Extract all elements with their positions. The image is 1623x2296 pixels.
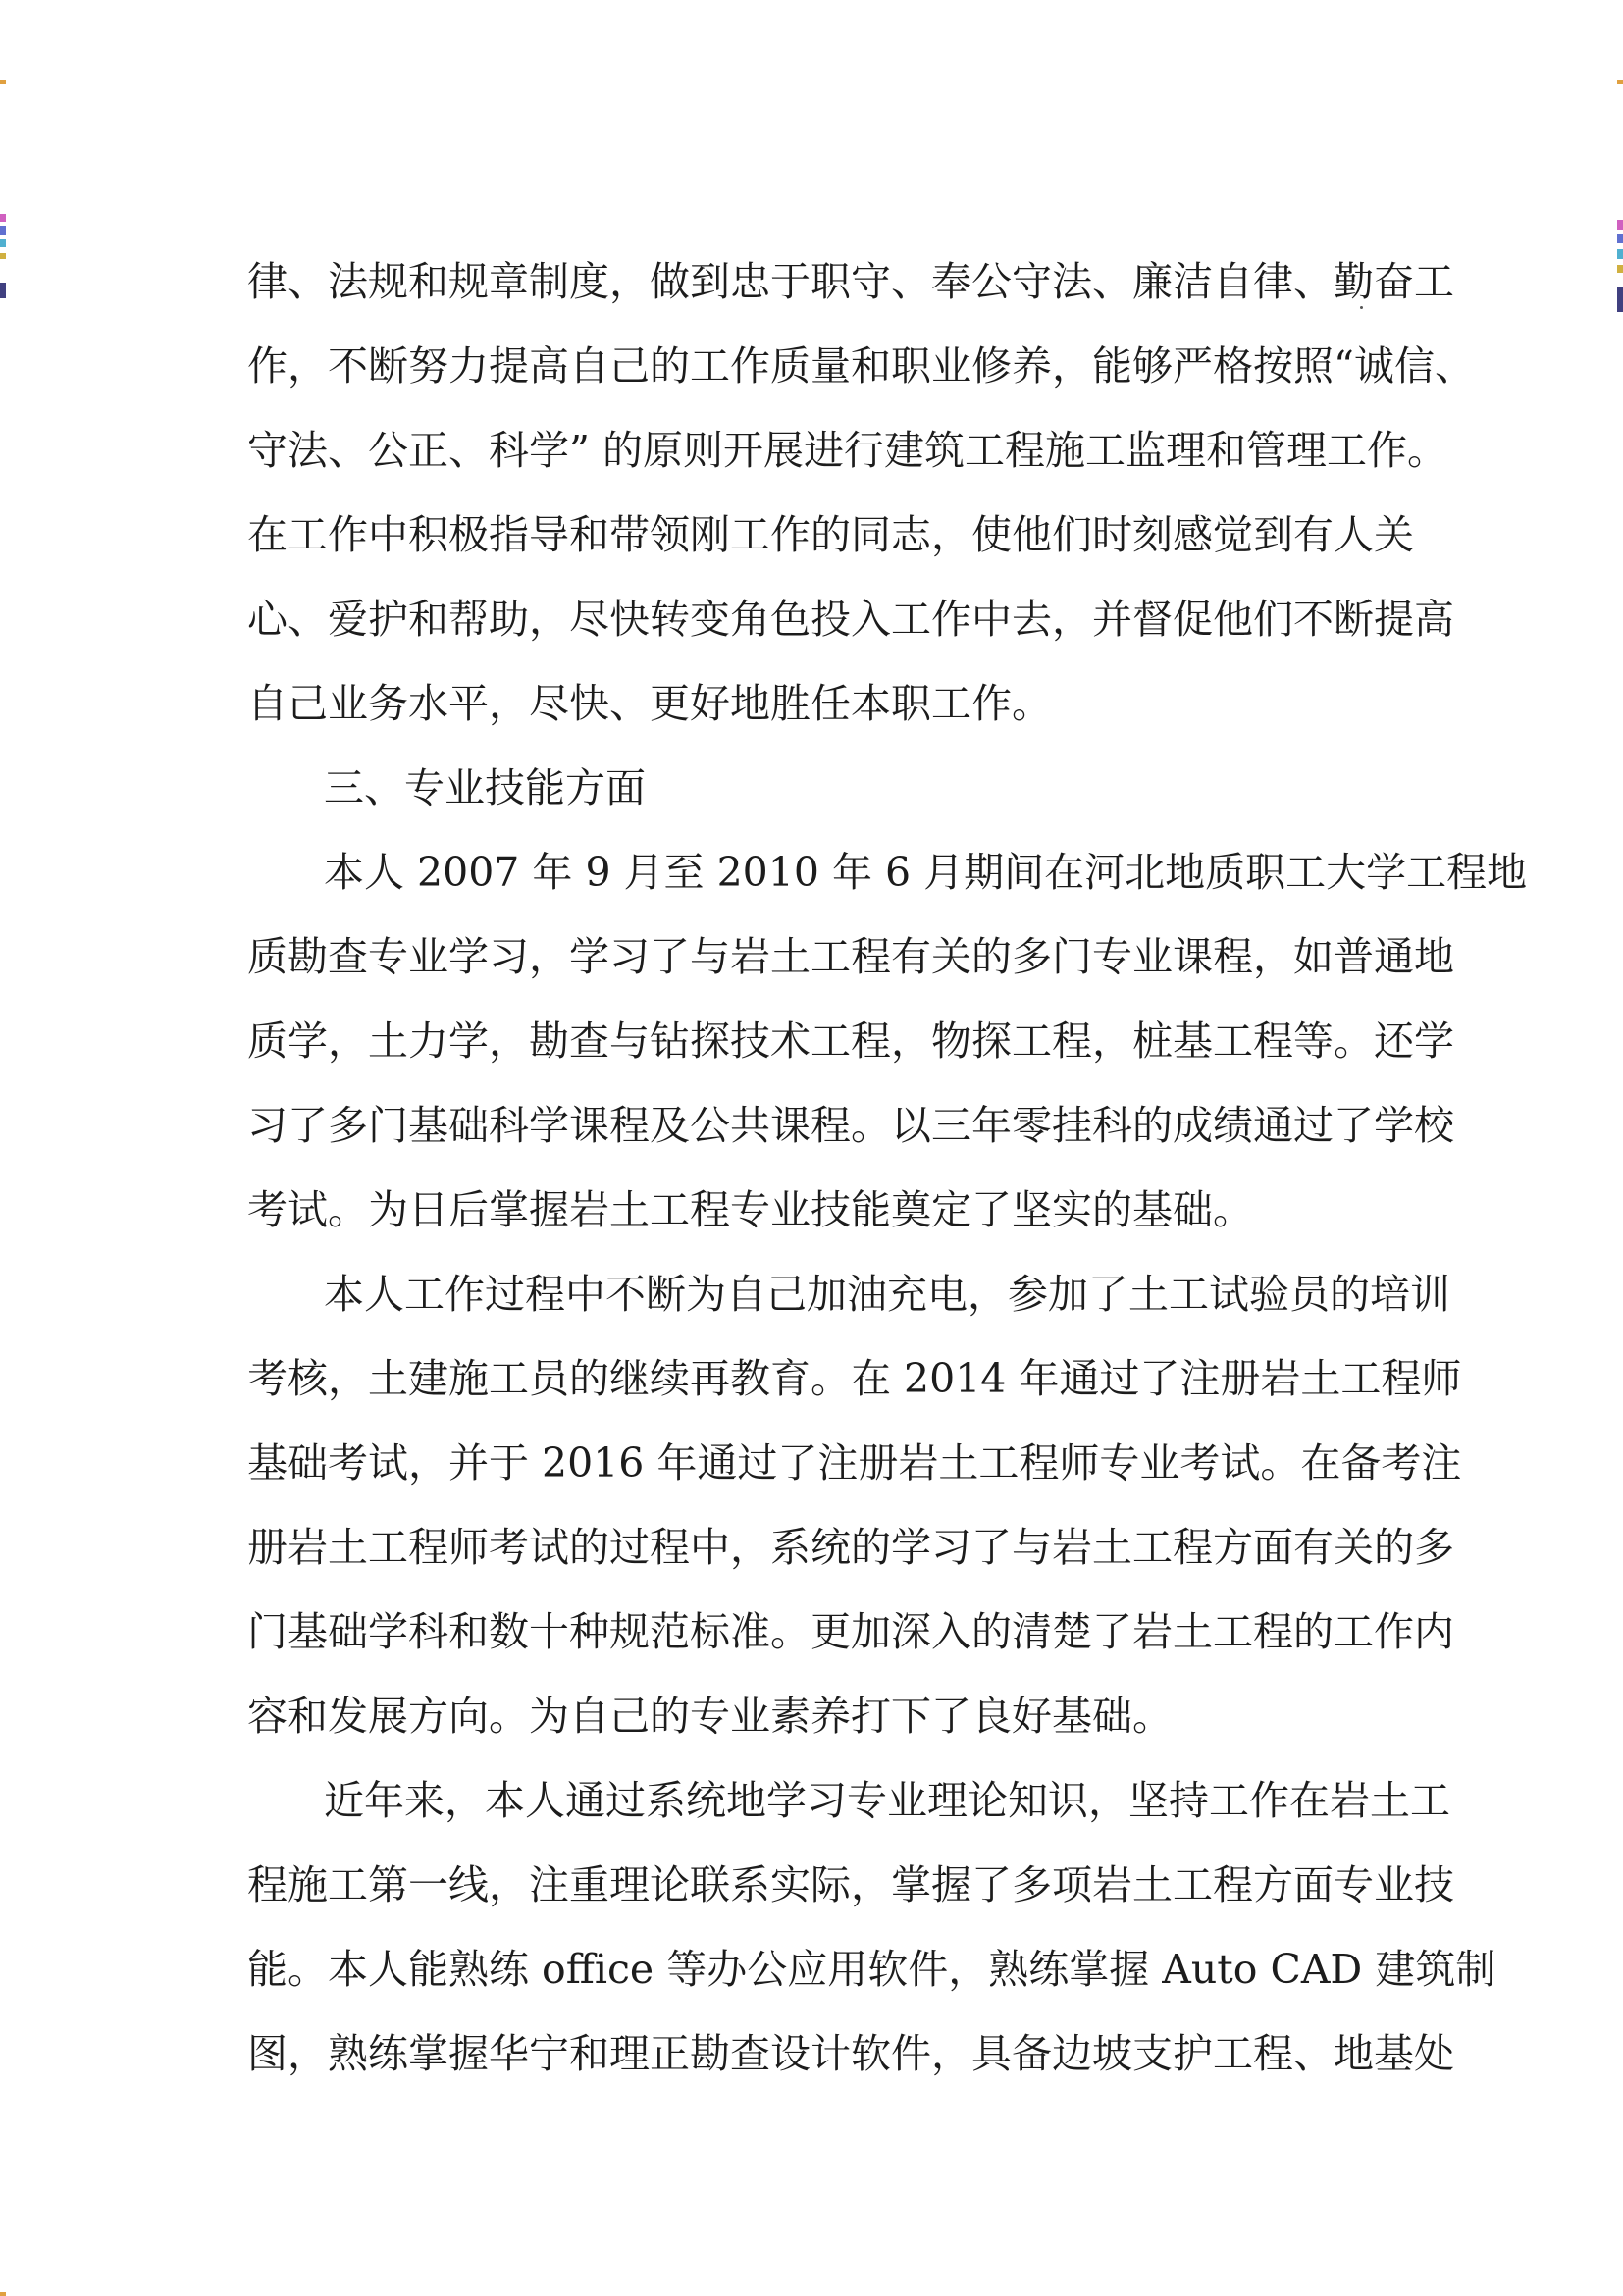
text-line: 册岩土工程师考试的过程中，系统的学习了与岩土工程方面有关的多 bbox=[247, 1524, 1454, 1571]
section-heading: 三、专业技能方面 bbox=[324, 764, 646, 811]
scan-edge-mark bbox=[1617, 234, 1623, 243]
scan-edge-mark bbox=[0, 239, 6, 247]
scan-edge-mark bbox=[1617, 249, 1623, 259]
text-line: 心、爱护和帮助，尽快转变角色投入工作中去，并督促他们不断提高 bbox=[247, 596, 1454, 643]
text-line: 容和发展方向。为自己的专业素养打下了良好基础。 bbox=[247, 1693, 1173, 1740]
text-line: 质勘查专业学习，学习了与岩土工程有关的多门专业课程，如普通地 bbox=[247, 933, 1454, 980]
document-body bbox=[247, 239, 1528, 2096]
scan-edge-mark bbox=[1617, 220, 1623, 230]
text-line: 基础考试，并于 2016 年通过了注册岩土工程师专业考试。在备考注 bbox=[247, 1439, 1462, 1487]
text-line: 守法、公正、科学” 的原则开展进行建筑工程施工监理和管理工作。 bbox=[247, 427, 1447, 474]
text-line: 考核，土建施工员的继续再教育。在 2014 年通过了注册岩土工程师 bbox=[247, 1355, 1462, 1402]
text-line: 习了多门基础科学课程及公共课程。以三年零挂科的成绩通过了学校 bbox=[247, 1102, 1454, 1149]
text-line: 考试。为日后掌握岩土工程专业技能奠定了坚实的基础。 bbox=[247, 1186, 1253, 1233]
text-line: 自己业务水平，尽快、更好地胜任本职工作。 bbox=[247, 680, 1052, 727]
scan-edge-mark bbox=[1617, 80, 1623, 84]
scan-edge-mark bbox=[0, 214, 6, 222]
scan-edge-mark bbox=[0, 253, 6, 259]
scan-edge-mark bbox=[0, 226, 6, 235]
text-line: 质学，土力学，勘查与钻探技术工程，物探工程，桩基工程等。还学 bbox=[247, 1018, 1454, 1065]
text-line: 程施工第一线，注重理论联系实际，掌握了多项岩土工程方面专业技 bbox=[247, 1861, 1454, 1908]
text-line: 在工作中积极指导和带领刚工作的同志，使他们时刻感觉到有人关 bbox=[247, 511, 1414, 558]
text-line: 图，熟练掌握华宁和理正勘查设计软件，具备边坡支护工程、地基处 bbox=[247, 2030, 1454, 2077]
text-line: 本人工作过程中不断为自己加油充电，参加了土工试验员的培训 bbox=[324, 1271, 1450, 1318]
scan-edge-mark bbox=[0, 2292, 6, 2296]
text-line: 近年来，本人通过系统地学习专业理论知识，坚持工作在岩土工 bbox=[324, 1777, 1450, 1824]
text-line: 能。本人能熟练 office 等办公应用软件，熟练掌握 Auto CAD 建筑制 bbox=[247, 1946, 1496, 1993]
scan-edge-mark bbox=[0, 80, 6, 84]
text-line: 门基础学科和数十种规范标准。更加深入的清楚了岩土工程的工作内 bbox=[247, 1608, 1454, 1655]
scan-edge-mark bbox=[1617, 287, 1623, 312]
text-line: 作，不断努力提高自己的工作质量和职业修养，能够严格按照“诚信、 bbox=[247, 342, 1475, 390]
scan-edge-mark bbox=[0, 283, 6, 298]
scan-edge-mark bbox=[1617, 265, 1623, 273]
text-line: 本人 2007 年 9 月至 2010 年 6 月期间在河北地质职工大学工程地 bbox=[324, 849, 1528, 896]
text-line: 律、法规和规章制度，做到忠于职守、奉公守法、廉洁自律、勤奋工 bbox=[247, 258, 1454, 305]
